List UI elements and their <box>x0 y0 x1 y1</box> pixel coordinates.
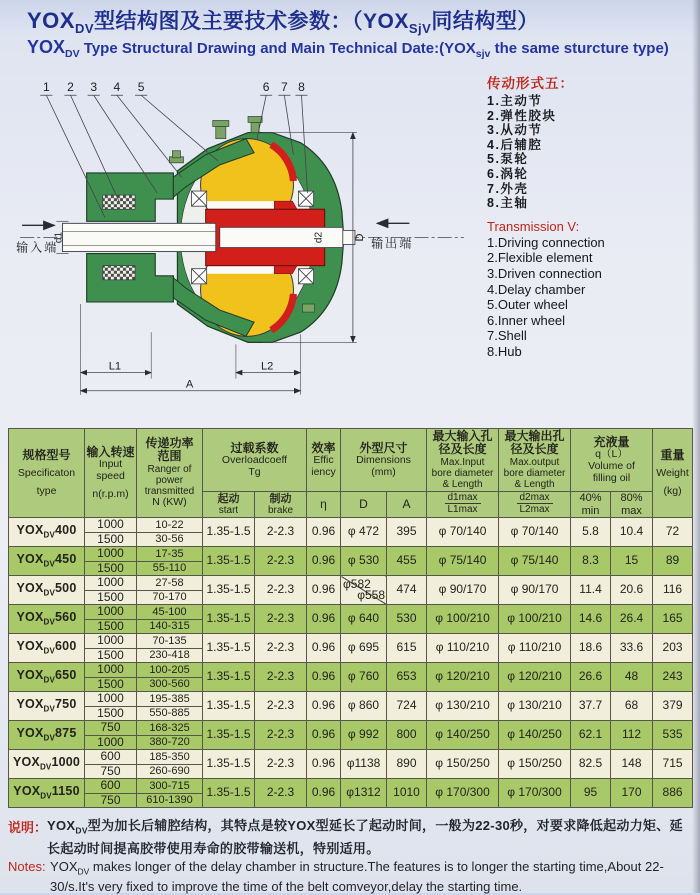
start-coeff-cell: 1.35-1.5 <box>203 634 255 663</box>
dim-L2-label: L2 <box>261 360 274 373</box>
max-output-bore-cell: φ 150/250 <box>499 750 571 779</box>
weight-cell: 165 <box>653 605 693 634</box>
model-cell: $YOX_{DV}600$ <box>9 634 85 663</box>
volume-80-cell: 33.6 <box>611 634 653 663</box>
efficiency-cell: 0.96 <box>307 576 341 605</box>
brake-coeff-cell: 2-2.3 <box>255 663 307 692</box>
weight-cell: 203 <box>653 634 693 663</box>
legend-item-en: 1.Driving connection <box>487 234 605 250</box>
legend-item-en: 3.Driven connection <box>487 265 602 281</box>
power-cell: 550-885 <box>137 706 203 721</box>
callout-6: 6 <box>262 80 270 95</box>
legend-item-cn: 6.涡轮 <box>487 166 529 181</box>
model-cell: $YOX_{DV}560$ <box>9 605 85 634</box>
callout-5: 5 <box>137 80 145 95</box>
efficiency-cell: 0.96 <box>307 663 341 692</box>
dimension-A-cell: 455 <box>387 547 427 576</box>
speed-cell: 1500 <box>85 677 137 692</box>
callout-1: 1 <box>42 80 50 95</box>
efficiency-cell: 0.96 <box>307 692 341 721</box>
brake-coeff-cell: 2-2.3 <box>255 576 307 605</box>
brake-coeff-cell: 2-2.3 <box>255 721 307 750</box>
legend-item-cn: 8.主轴 <box>487 196 529 211</box>
notes-section <box>8 817 696 895</box>
max-input-bore-cell: φ 170/300 <box>427 779 499 808</box>
col-header-speed: 输入转速 Input speed n(r.p.m) <box>85 429 137 518</box>
dimension-A-cell: 653 <box>387 663 427 692</box>
start-coeff-cell: 1.35-1.5 <box>203 605 255 634</box>
page-header <box>27 5 687 60</box>
col-header-weight: 重量 Weight (kg) <box>653 429 693 518</box>
power-cell: 17-35 <box>137 547 203 562</box>
model-cell: $YOX_{DV}1150$ <box>9 779 85 808</box>
brake-coeff-cell: 2-2.3 <box>255 605 307 634</box>
max-input-bore-cell: φ 130/210 <box>427 692 499 721</box>
speed-cell: 1500 <box>85 532 137 547</box>
weight-cell: 715 <box>653 750 693 779</box>
dimension-A-cell: 724 <box>387 692 427 721</box>
subcol-d1max: $\frac{d1\max}{L1\max}$ <box>427 492 499 518</box>
brake-coeff-cell: 2-2.3 <box>255 547 307 576</box>
dimension-A-cell: 1010 <box>387 779 427 808</box>
note-cn <box>8 817 696 858</box>
model-cell: $YOX_{DV}450$ <box>9 547 85 576</box>
table-row <box>9 692 693 707</box>
subcol-A: A <box>387 492 427 518</box>
speed-cell: 1500 <box>85 561 137 576</box>
volume-80-cell: 48 <box>611 663 653 692</box>
col-header-volume: 充液量 q（L） Volume of filling oil <box>571 429 653 492</box>
speed-cell: 1000 <box>85 576 137 591</box>
power-cell: 45-100 <box>137 605 203 620</box>
weight-cell: 886 <box>653 779 693 808</box>
start-coeff-cell: 1.35-1.5 <box>203 518 255 547</box>
subcol-40min: 40% min <box>571 492 611 518</box>
max-output-bore-cell: φ 120/210 <box>499 663 571 692</box>
volume-40-cell: 82.5 <box>571 750 611 779</box>
dimension-D-cell: φ 530 <box>341 547 387 576</box>
max-input-bore-cell: φ 150/250 <box>427 750 499 779</box>
legend-item-en: 4.Delay chamber <box>487 281 586 297</box>
speed-cell: 1000 <box>85 518 137 533</box>
dimension-D-cell: φ 695 <box>341 634 387 663</box>
max-input-bore-cell: φ 140/250 <box>427 721 499 750</box>
efficiency-cell: 0.96 <box>307 750 341 779</box>
legend-item-en: 7.Shell <box>487 328 527 344</box>
start-coeff-cell: 1.35-1.5 <box>203 779 255 808</box>
power-cell: 70-135 <box>137 634 203 649</box>
dimension-D-cell: φ 472 <box>341 518 387 547</box>
col-header-max-output: 最大输出孔 径及长度 Max.output bore diameter & Length <box>499 429 571 492</box>
col-header-power: 传递功率 范围 Ranger of power transmitted N (KW) <box>137 429 203 518</box>
dim-d1-label: d1 <box>53 231 65 244</box>
max-output-bore-cell: φ 170/300 <box>499 779 571 808</box>
speed-cell: 750 <box>85 721 137 736</box>
structural-drawing <box>8 74 482 412</box>
col-header-model: 规格型号 Specificaton type <box>9 429 85 518</box>
legend-item-en: 6.Inner wheel <box>487 312 566 328</box>
spec-table <box>8 428 693 808</box>
start-coeff-cell: 1.35-1.5 <box>203 547 255 576</box>
max-output-bore-cell: φ 110/210 <box>499 634 571 663</box>
rubber-block-bottom <box>103 266 135 280</box>
volume-80-cell: 112 <box>611 721 653 750</box>
table-row <box>9 547 693 562</box>
volume-40-cell: 37.7 <box>571 692 611 721</box>
max-input-bore-cell: φ 100/210 <box>427 605 499 634</box>
speed-cell: 1000 <box>85 735 137 750</box>
efficiency-cell: 0.96 <box>307 779 341 808</box>
speed-cell: 1500 <box>85 619 137 634</box>
power-cell: 30-56 <box>137 532 203 547</box>
col-header-max-input: 最大输入孔 径及长度 Max.Input bore diameter & Length <box>427 429 499 492</box>
table-row <box>9 576 693 591</box>
weight-cell: 379 <box>653 692 693 721</box>
legend-list-cn <box>487 94 692 211</box>
callout-3: 3 <box>90 80 98 95</box>
brake-coeff-cell: 2-2.3 <box>255 692 307 721</box>
volume-80-cell: 15 <box>611 547 653 576</box>
speed-cell: 1000 <box>85 663 137 678</box>
max-input-bore-cell: φ 110/210 <box>427 634 499 663</box>
subcol-eta: η <box>307 492 341 518</box>
legend-item-cn: 4.后辅腔 <box>487 137 543 152</box>
speed-cell: 1000 <box>85 692 137 707</box>
speed-cell: 1500 <box>85 590 137 605</box>
subcol-d2max: $\frac{d2\max}{L2\max}$ <box>499 492 571 518</box>
legend-item-cn: 5.泵轮 <box>487 152 529 167</box>
weight-cell: 243 <box>653 663 693 692</box>
table-body <box>9 518 693 808</box>
legend-item-cn: 2.弹性胶块 <box>487 108 557 123</box>
subcol-brake: 制动 brake <box>255 492 307 518</box>
start-coeff-cell: 1.35-1.5 <box>203 663 255 692</box>
subcol-D: D <box>341 492 387 518</box>
max-output-bore-cell: φ 70/140 <box>499 518 571 547</box>
volume-40-cell: 95 <box>571 779 611 808</box>
volume-80-cell: 148 <box>611 750 653 779</box>
power-cell: 55-110 <box>137 561 203 576</box>
model-cell: $YOX_{DV}650$ <box>9 663 85 692</box>
efficiency-cell: 0.96 <box>307 605 341 634</box>
power-cell: 140-315 <box>137 619 203 634</box>
legend-title-cn: 传动形式五： <box>487 76 574 91</box>
speed-cell: 1000 <box>85 634 137 649</box>
volume-80-cell: 170 <box>611 779 653 808</box>
scan-edge-shade <box>692 0 700 893</box>
note-cn-label: 说明： <box>8 820 48 835</box>
col-header-overload: 过载系数 Overloadcoeff Tg <box>203 429 307 492</box>
page-title-cn: $YOX_{DV}$型结构图及主要技术参数：（$YOX_{SjV}$同结构型） <box>27 8 539 37</box>
power-cell: 260-690 <box>137 764 203 779</box>
volume-80-cell: 20.6 <box>611 576 653 605</box>
brake-coeff-cell: 2-2.3 <box>255 518 307 547</box>
start-coeff-cell: 1.35-1.5 <box>203 750 255 779</box>
table-row <box>9 721 693 736</box>
note-cn-text: $YOX_{DV}$型为加长后辅腔结构，其特点是较YOX型延长了起动时间，一般为22-30秒，对要求降低起动力矩、延长起动时间提高胶带使用寿命的胶带输送机，特别适用。 <box>47 818 683 857</box>
table-row <box>9 634 693 649</box>
speed-cell: 1500 <box>85 706 137 721</box>
rubber-block-top <box>103 195 135 209</box>
dimension-A-cell: 890 <box>387 750 427 779</box>
callout-2: 2 <box>67 80 74 95</box>
dimension-D-cell: φ582 φ558 <box>341 576 387 605</box>
brake-coeff-cell: 2-2.3 <box>255 779 307 808</box>
legend-item-en: 5.Outer wheel <box>487 297 568 313</box>
legend-item-en: 8.Hub <box>487 343 522 359</box>
dimension-D-cell: φ 860 <box>341 692 387 721</box>
model-cell: $YOX_{DV}750$ <box>9 692 85 721</box>
speed-cell: 600 <box>85 750 137 765</box>
note-en-text: $YOX_{DV}$ makes longer of the delay chamber in structure.The features is to longer the starting time,About 22-30/s.It's very fixed to improve the time of the belt comveyor,delay the starting time. <box>50 858 664 895</box>
power-cell: 10-22 <box>137 518 203 533</box>
dimension-D-cell: φ1312 <box>341 779 387 808</box>
max-output-bore-cell: φ 100/210 <box>499 605 571 634</box>
speed-cell: 750 <box>85 793 137 808</box>
dimension-A-cell: 395 <box>387 518 427 547</box>
brake-coeff-cell: 2-2.3 <box>255 750 307 779</box>
power-cell: 300-560 <box>137 677 203 692</box>
table-row <box>9 663 693 678</box>
model-cell: $YOX_{DV}400$ <box>9 518 85 547</box>
power-cell: 195-385 <box>137 692 203 707</box>
dimension-D-cell: φ 992 <box>341 721 387 750</box>
power-cell: 100-205 <box>137 663 203 678</box>
volume-40-cell: 5.8 <box>571 518 611 547</box>
weight-cell: 116 <box>653 576 693 605</box>
power-cell: 185-350 <box>137 750 203 765</box>
callout-7: 7 <box>280 80 288 95</box>
start-coeff-cell: 1.35-1.5 <box>203 721 255 750</box>
col-header-dimensions: 外型尺寸 Dimensions (mm) <box>341 429 427 492</box>
col-header-efficiency: 效率 Effic iency <box>307 429 341 492</box>
page-title-en: $YOX_{DV}$ Type Structural Drawing and Main Technical $Date:(YOX_{sjv}$ the same sturcture type) <box>27 37 669 61</box>
dim-A-label: A <box>185 378 194 391</box>
note-en-label: Notes: <box>8 858 46 874</box>
legend-item-cn: 1.主动节 <box>487 94 543 108</box>
power-cell: 300-715 <box>137 779 203 794</box>
legend-item-en: 2.Flexible element <box>487 250 593 266</box>
start-coeff-cell: 1.35-1.5 <box>203 692 255 721</box>
max-input-bore-cell: φ 120/210 <box>427 663 499 692</box>
callout-8: 8 <box>298 80 305 95</box>
efficiency-cell: 0.96 <box>307 634 341 663</box>
brake-coeff-cell: 2-2.3 <box>255 634 307 663</box>
model-cell: $YOX_{DV}875$ <box>9 721 85 750</box>
volume-40-cell: 14.6 <box>571 605 611 634</box>
volume-40-cell: 26.6 <box>571 663 611 692</box>
weight-cell: 72 <box>653 518 693 547</box>
dimension-A-cell: 474 <box>387 576 427 605</box>
model-cell: $YOX_{DV}500$ <box>9 576 85 605</box>
volume-40-cell: 11.4 <box>571 576 611 605</box>
note-en <box>8 859 696 895</box>
dim-L1-label: L1 <box>108 360 122 373</box>
max-output-bore-cell: φ 75/140 <box>499 547 571 576</box>
dimension-D-cell: φ1138 <box>341 750 387 779</box>
speed-cell: 750 <box>85 764 137 779</box>
volume-40-cell: 62.1 <box>571 721 611 750</box>
legend-panel <box>487 72 692 360</box>
start-coeff-cell: 1.35-1.5 <box>203 576 255 605</box>
dimension-D-cell: φ 760 <box>341 663 387 692</box>
max-output-bore-cell: φ 90/170 <box>499 576 571 605</box>
volume-80-cell: 68 <box>611 692 653 721</box>
weight-cell: 89 <box>653 547 693 576</box>
power-cell: 610-1390 <box>137 793 203 808</box>
max-input-bore-cell: φ 90/170 <box>427 576 499 605</box>
legend-item-cn: 7.外壳 <box>487 181 529 196</box>
table-row <box>9 605 693 620</box>
volume-80-cell: 26.4 <box>611 605 653 634</box>
dimension-A-cell: 530 <box>387 605 427 634</box>
dimension-A-cell: 615 <box>387 634 427 663</box>
max-output-bore-cell: φ 140/250 <box>499 721 571 750</box>
power-cell: 230-418 <box>137 648 203 663</box>
speed-cell: 1500 <box>85 648 137 663</box>
legend-title-en: Transmission V: <box>487 218 580 234</box>
callout-4: 4 <box>113 80 121 95</box>
speed-cell: 600 <box>85 779 137 794</box>
table-row <box>9 779 693 794</box>
input-shaft <box>62 223 215 251</box>
power-cell: 380-720 <box>137 735 203 750</box>
power-cell: 70-170 <box>137 590 203 605</box>
model-cell: $YOX_{DV}1000$ <box>9 750 85 779</box>
output-end-label: 输出端 <box>371 236 414 251</box>
input-end-label: 输入端 <box>16 240 59 255</box>
power-cell: 168-325 <box>137 721 203 736</box>
volume-80-cell: 10.4 <box>611 518 653 547</box>
efficiency-cell: 0.96 <box>307 518 341 547</box>
weight-cell: 535 <box>653 721 693 750</box>
power-cell: 27-58 <box>137 576 203 591</box>
subcol-80max: 80% max <box>611 492 653 518</box>
efficiency-cell: 0.96 <box>307 721 341 750</box>
dimension-D-cell: φ 640 <box>341 605 387 634</box>
max-input-bore-cell: φ 70/140 <box>427 518 499 547</box>
max-output-bore-cell: φ 130/210 <box>499 692 571 721</box>
efficiency-cell: 0.96 <box>307 547 341 576</box>
max-input-bore-cell: φ 75/140 <box>427 547 499 576</box>
table-row <box>9 518 693 533</box>
legend-list-en <box>487 235 692 360</box>
dimension-A-cell: 800 <box>387 721 427 750</box>
table-row <box>9 750 693 765</box>
dim-d2-label: d2 <box>313 231 325 244</box>
volume-40-cell: 8.3 <box>571 547 611 576</box>
subcol-start: 起动 start <box>203 492 255 518</box>
speed-cell: 1000 <box>85 547 137 562</box>
speed-cell: 1000 <box>85 605 137 620</box>
volume-40-cell: 18.6 <box>571 634 611 663</box>
legend-item-cn: 3.从动节 <box>487 123 543 138</box>
dim-D-label: D <box>353 233 366 242</box>
